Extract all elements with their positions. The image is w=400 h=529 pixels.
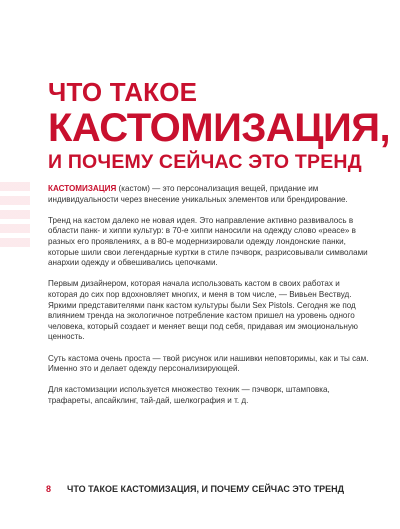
page-number: 8 bbox=[46, 484, 52, 494]
chapter-title-line-2: КАСТОМИЗАЦИЯ, bbox=[48, 106, 391, 151]
chapter-body bbox=[48, 184, 370, 417]
paragraph-history: Тренд на кастом далеко не новая идея. Это направление активно развивалось в области панк- и хиппи культур: в 70-е хиппи наносили на одежду слово «peace» в разных его проявлениях, а в 80-е модернизировали одежду лондонские панки, которые шили свои легендарные куртки в стиле пэчворк, разрисовывали символами анархии одежду и обвешивались цепочками. bbox=[48, 215, 368, 268]
running-title: ЧТО ТАКОЕ КАСТОМИЗАЦИЯ, И ПОЧЕМУ СЕЙЧАС ЭТО ТРЕНД bbox=[67, 484, 344, 494]
definition-text: (кастом) — это персонализация вещей, придание им индивидуальности через внесение уникальных элементов или брендирование. bbox=[48, 184, 348, 204]
paragraph-techniques: Для кастомизации используется множество техник — пэчворк, штамповка, трафареты, апсайклинг, тай-дай, шелкография и т. д. bbox=[48, 385, 330, 405]
chapter-title bbox=[48, 77, 391, 174]
paragraph-designers: Первым дизайнером, которая начала использовать кастом в своих работах и которая до сих пор вдохновляет многих, и меня в том числе, — Вивьен Вествуд. Яркими представителями панк кастом культуры были Sex Pistols. Сегодня же под влиянием тренда на экологичное потребление кастом пришел на уровень одного человека, который создает и меняет вещи под себя, придавая им эмоциональную ценность. bbox=[48, 279, 358, 342]
paragraph-definition bbox=[48, 184, 370, 205]
decorative-stripes bbox=[0, 182, 30, 252]
chapter-title-line-1: ЧТО ТАКОЕ bbox=[48, 77, 198, 108]
chapter-title-line-3: И ПОЧЕМУ СЕЙЧАС ЭТО ТРЕНД bbox=[48, 151, 362, 174]
page-footer bbox=[46, 484, 344, 494]
defined-term: КАСТОМИЗАЦИЯ bbox=[48, 184, 117, 193]
paragraph-essence: Суть кастома очень проста — твой рисунок или нашивки неповторимы, как и ты сам. Именно это и делает одежду персонализирующей. bbox=[48, 353, 369, 374]
